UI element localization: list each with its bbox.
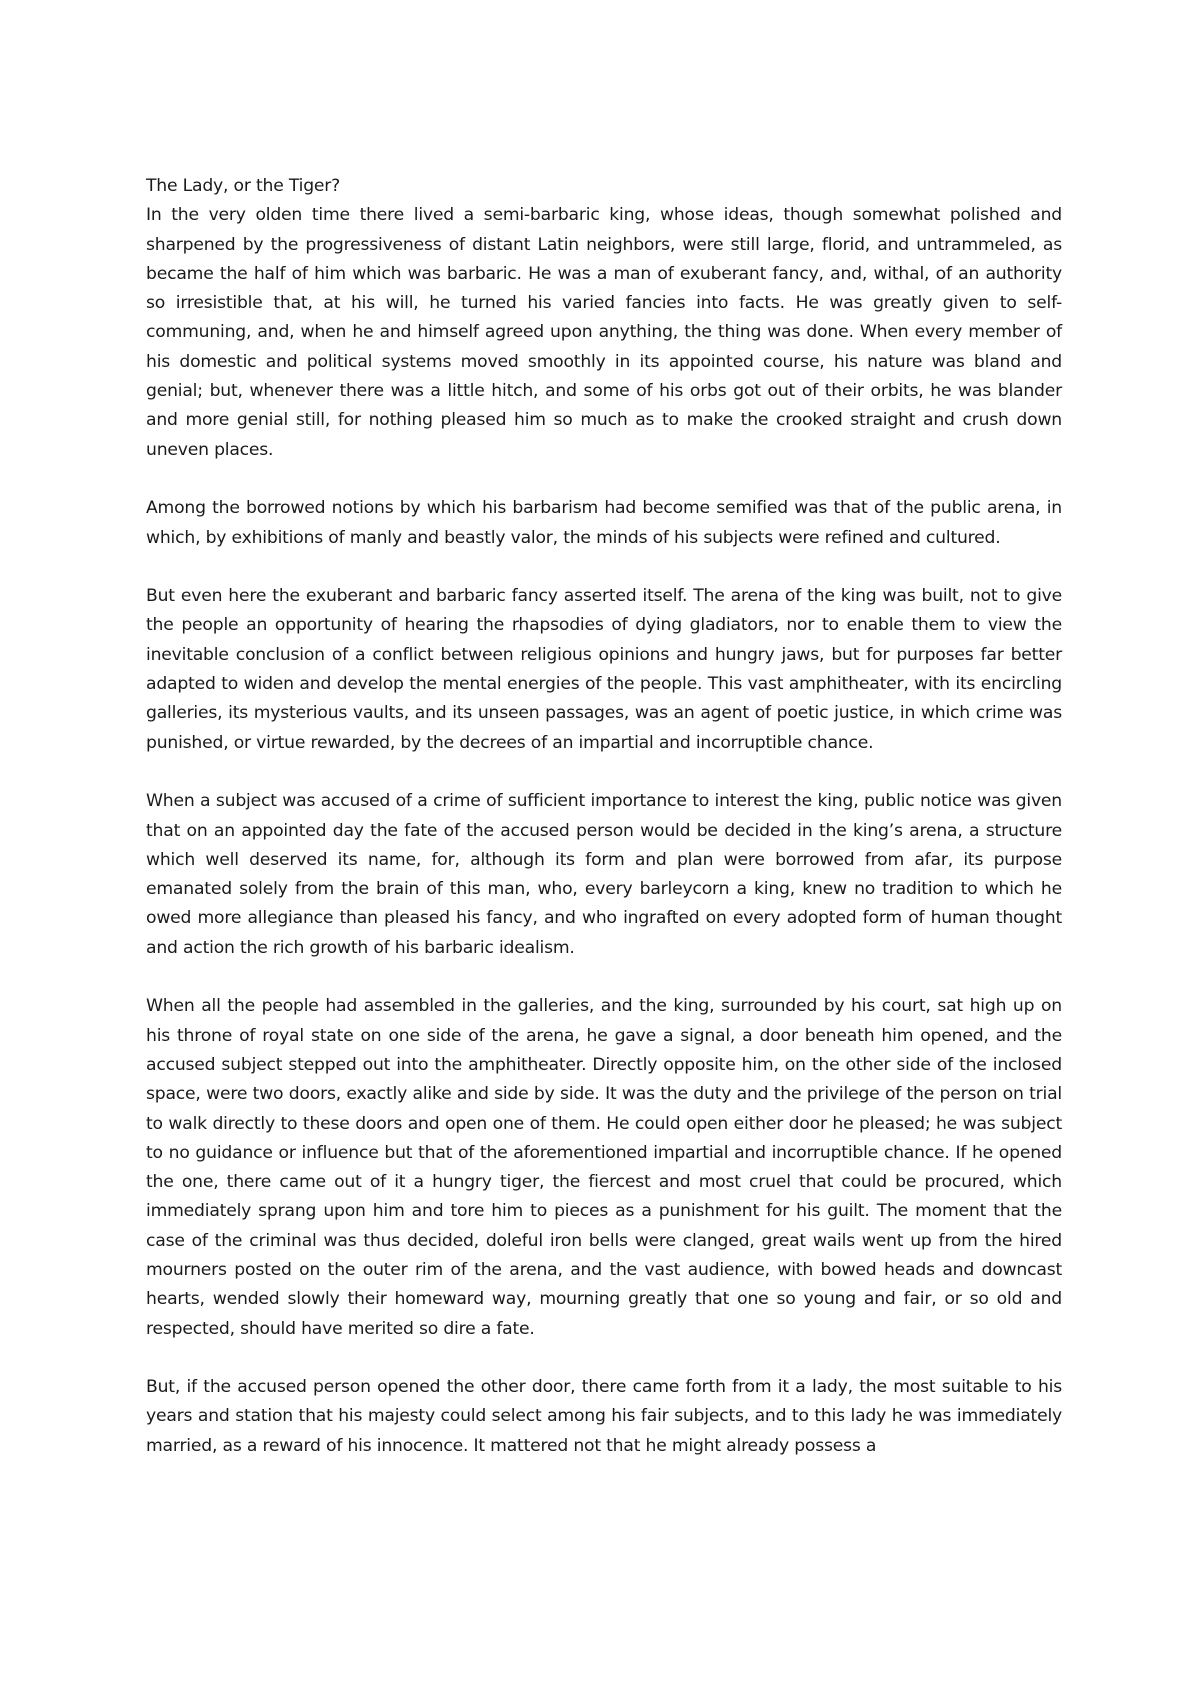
document-title: The Lady, or the Tiger? (146, 176, 341, 196)
paragraph-6: But, if the accused person opened the other door, there came forth from it a lady, the most suitable to his years and station that his majesty could select among his fair subjects, and to this lady he was immediately married, as a reward of his innocence. It mattered not that he might already possess a (146, 1377, 1062, 1456)
paragraph-1: In the very olden time there lived a semi-barbaric king, whose ideas, though somewhat polished and sharpened by the progressiveness of distant Latin neighbors, were still large, florid, and untrammeled, as became the half of him which was barbaric. He was a man of exuberant fancy, and, withal, of an authority so irresistible that, at his will, he turned his varied fancies into facts. He was greatly given to self-communing, and, when he and himself agreed upon anything, the thing was done. When every member of his domestic and political systems moved smoothly in its appointed course, his nature was bland and genial; but, whenever there was a little hitch, and some of his orbs got out of their orbits, he was blander and more genial still, for nothing pleased him so much as to make the crooked straight and crush down uneven places. (146, 205, 1062, 460)
paragraph-3: But even here the exuberant and barbaric fancy asserted itself. The arena of the king was built, not to give the people an opportunity of hearing the rhapsodies of dying gladiators, nor to enable them to view the inevitable conclusion of a conflict between religious opinions and hungry jaws, but for purposes far better adapted to widen and develop the mental energies of the people. This vast amphitheater, with its encircling galleries, its mysterious vaults, and its unseen passages, was an agent of poetic justice, in which crime was punished, or virtue rewarded, by the decrees of an impartial and incorruptible chance. (146, 586, 1062, 753)
paragraph-5: When all the people had assembled in the galleries, and the king, surrounded by his court, sat high up on his throne of royal state on one side of the arena, he gave a signal, a door beneath him opened, and the accused subject stepped out into the amphitheater. Directly opposite him, on the other side of the inclosed space, were two doors, exactly alike and side by side. It was the duty and the privilege of the person on trial to walk directly to these doors and open one of them. He could open either door he pleased; he was subject to no guidance or influence but that of the aforementioned impartial and incorruptible chance. If he opened the one, there came out of it a hungry tiger, the fiercest and most cruel that could be procured, which immediately sprang upon him and tore him to pieces as a punishment for his guilt. The moment that the case of the criminal was thus decided, doleful iron bells were clanged, great wails went up from the hired mourners posted on the outer rim of the arena, and the vast audience, with bowed heads and downcast hearts, wended slowly their homeward way, mourning greatly that one so young and fair, or so old and respected, should have merited so dire a fate. (146, 996, 1062, 1339)
paragraph-4: When a subject was accused of a crime of sufficient importance to interest the king, public notice was given that on an appointed day the fate of the accused person would be decided in the king’s arena, a structure which well deserved its name, for, although its form and plan were borrowed from afar, its purpose emanated solely from the brain of this man, who, every barleycorn a king, knew no tradition to which he owed more allegiance than pleased his fancy, and who ingrafted on every adopted form of human thought and action the rich growth of his barbaric idealism. (146, 791, 1062, 958)
paragraph-2: Among the borrowed notions by which his barbarism had become semified was that of the public arena, in which, by exhibitions of manly and beastly valor, the minds of his subjects were refined and cultured. (146, 498, 1062, 548)
document-page (146, 172, 1062, 1461)
